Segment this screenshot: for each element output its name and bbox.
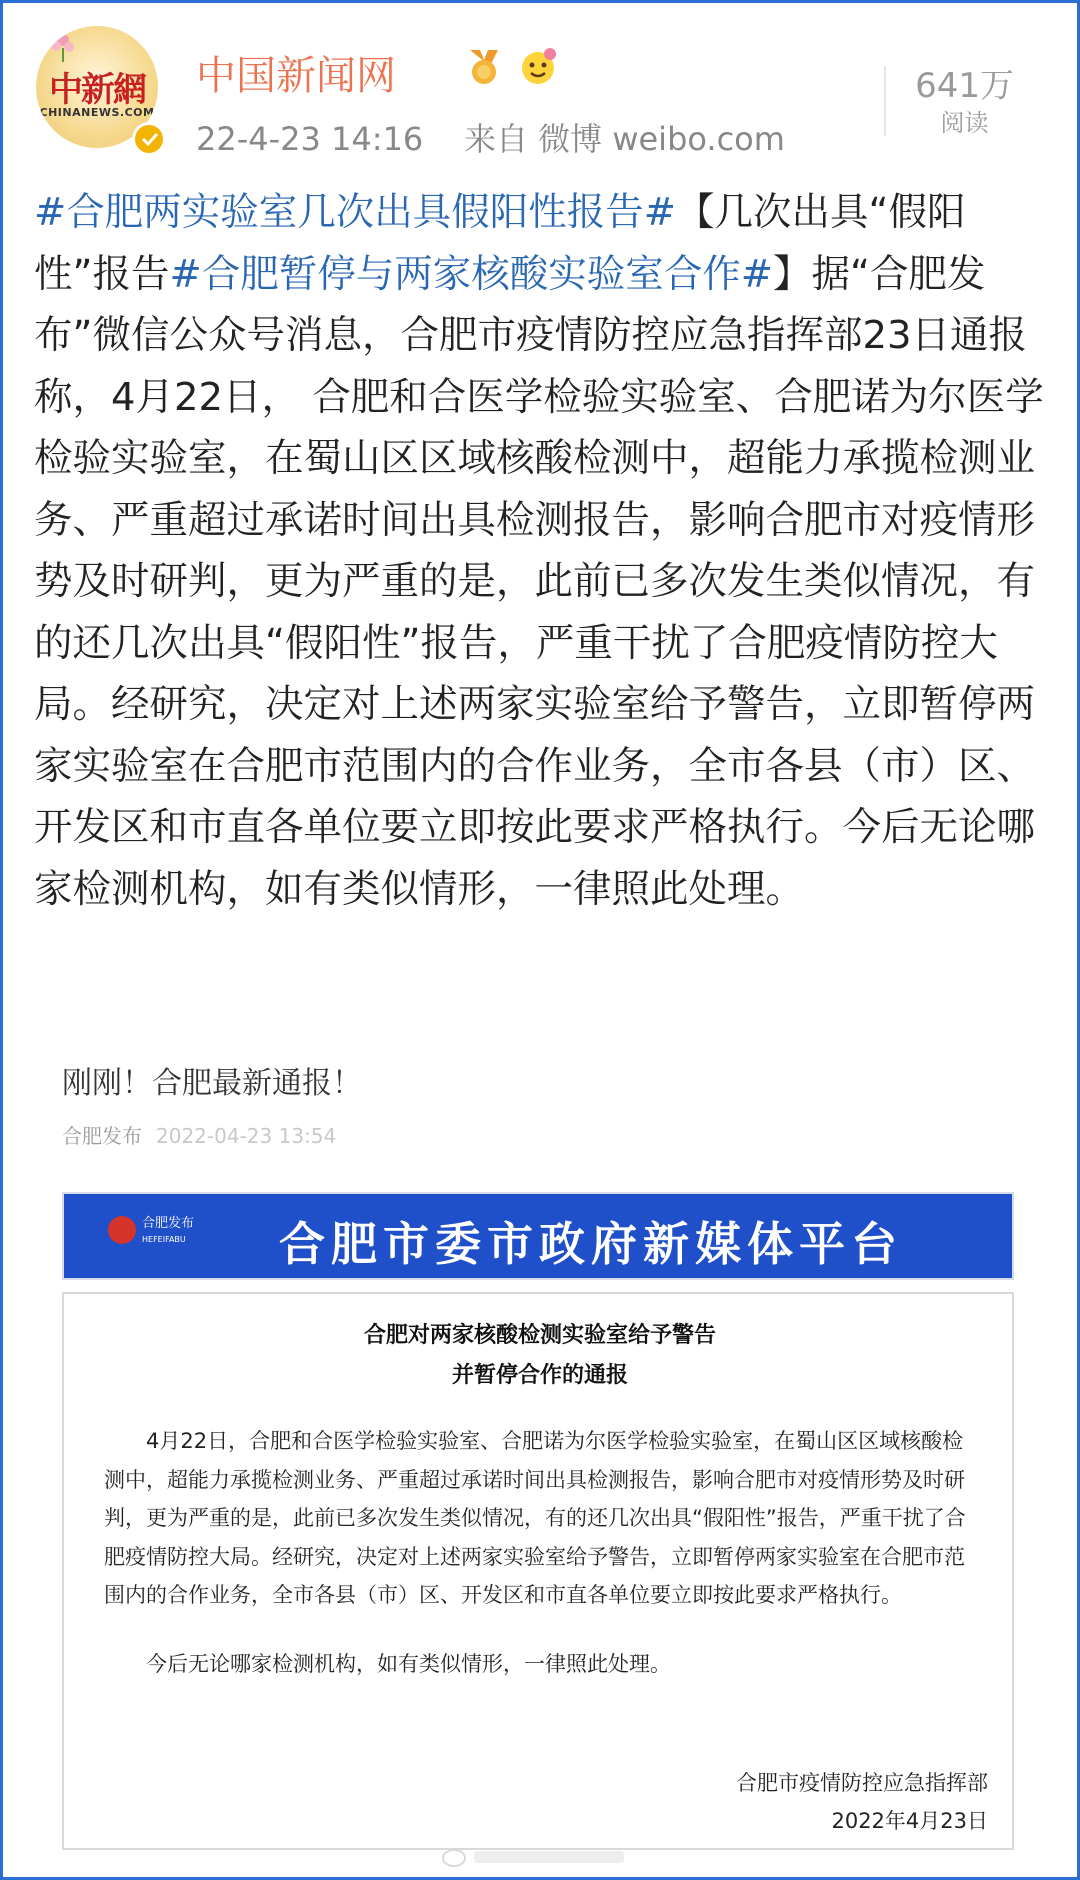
header-divider <box>884 66 886 136</box>
post-header <box>36 18 1044 168</box>
embedded-card-date: 2022-04-23 13:54 <box>156 1124 337 1148</box>
notice-heading-line2: 并暂停合作的通报 <box>451 1363 628 1388</box>
notice-signature <box>736 1764 988 1840</box>
embedded-card-title[interactable]: 刚刚！合肥最新通报！ <box>62 1066 362 1101</box>
hashtag-link[interactable]: #合肥两实验室几次出具假阳性报告# <box>34 190 677 235</box>
reads-counter <box>915 58 1014 138</box>
notice-signatory: 合肥市疫情防控应急指挥部 <box>736 1771 988 1795</box>
post-text-segment: 】据“合肥发布”微信公众号消息，合肥市疫情防控应急指挥部23日通报称，4月22日， 合肥和合医学检验实验室、合肥诺为尔医学检验实验室，在蜀山区区域核酸检测中，超能力承揽检测业务、严重超过承诺时间出具检测报告，影响合肥市对疫情形势及时研判，更为严重的是，此前已多次发生类似情况，有的还几次出具“假阳性”报告，严重干扰了合肥疫情防控大局。经研究，决定对上述两家实验室给予警告，立即暂停两家实验室在合肥市范围内的合作业务，全市各县（市）区、开发区和市直各单位要立即按此要求严格执行。今后无论哪家检测机构，如有类似情形，一律照此处理。 <box>34 251 1044 912</box>
reads-count: 641万 <box>915 66 1014 106</box>
post-text <box>34 182 1044 920</box>
avatar-logo-subtext: CHINANEWS.COM <box>39 106 155 119</box>
reads-label: 阅读 <box>940 109 989 137</box>
notice-heading <box>64 1316 1016 1396</box>
banner-logo-text <box>142 1216 194 1248</box>
notice-sign-date: 2022年4月23日 <box>831 1809 988 1833</box>
banner-logo-sub: HEFEIFABU <box>142 1235 186 1244</box>
notice-body <box>104 1422 984 1683</box>
author-name[interactable]: 中国新闻网 <box>196 53 396 99</box>
post-text-segment: 【几次出具“假阳性”报告 <box>34 190 966 297</box>
embedded-banner-image[interactable] <box>62 1192 1014 1280</box>
emoji-flower-badge-icon[interactable] <box>516 44 560 88</box>
weibo-watermark-icon <box>440 1846 640 1868</box>
verified-badge-icon <box>132 122 166 156</box>
notice-paragraph: 4月22日，合肥和合医学检验实验室、合肥诺为尔医学检验实验室，在蜀山区区域核酸检测中，超能力承揽检测业务、严重超过承诺时间出具检测报告，影响合肥市对疫情形势及时研判，更为严重的是，此前已多次发生类似情况，有的还几次出具“假阳性”报告，严重干扰了合肥疫情防控大局。经研究，决定对上述两家实验室给予警告，立即暂停两家实验室在合肥市范围内的合作业务，全市各县（市）区、开发区和市直各单位要立即按此要求严格执行。 <box>104 1429 966 1607</box>
embedded-card-publisher: 合肥发布 <box>62 1124 142 1148</box>
post-meta <box>196 114 785 160</box>
avatar-logo-text: 中新網 <box>49 70 145 110</box>
post-source: 来自 微博 weibo.com <box>463 120 785 158</box>
notice-paragraph: 今后无论哪家检测机构，如有类似情形，一律照此处理。 <box>146 1651 671 1676</box>
hashtag-link[interactable]: #合肥暂停与两家核酸实验室合作# <box>169 251 773 297</box>
notice-heading-line1: 合肥对两家核酸检测实验室给予警告 <box>363 1323 716 1348</box>
hefei-fabu-logo-icon <box>108 1216 136 1244</box>
notice-document-image[interactable] <box>62 1292 1014 1850</box>
embedded-card-meta <box>62 1120 336 1149</box>
banner-title: 合肥市委市政府新媒体平台 <box>279 1217 903 1271</box>
banner-logo-name: 合肥发布 <box>142 1216 195 1231</box>
flower-icon <box>46 30 80 64</box>
post-timestamp[interactable]: 22-4-23 14:16 <box>196 120 424 158</box>
medal-badge-icon[interactable] <box>462 44 506 88</box>
